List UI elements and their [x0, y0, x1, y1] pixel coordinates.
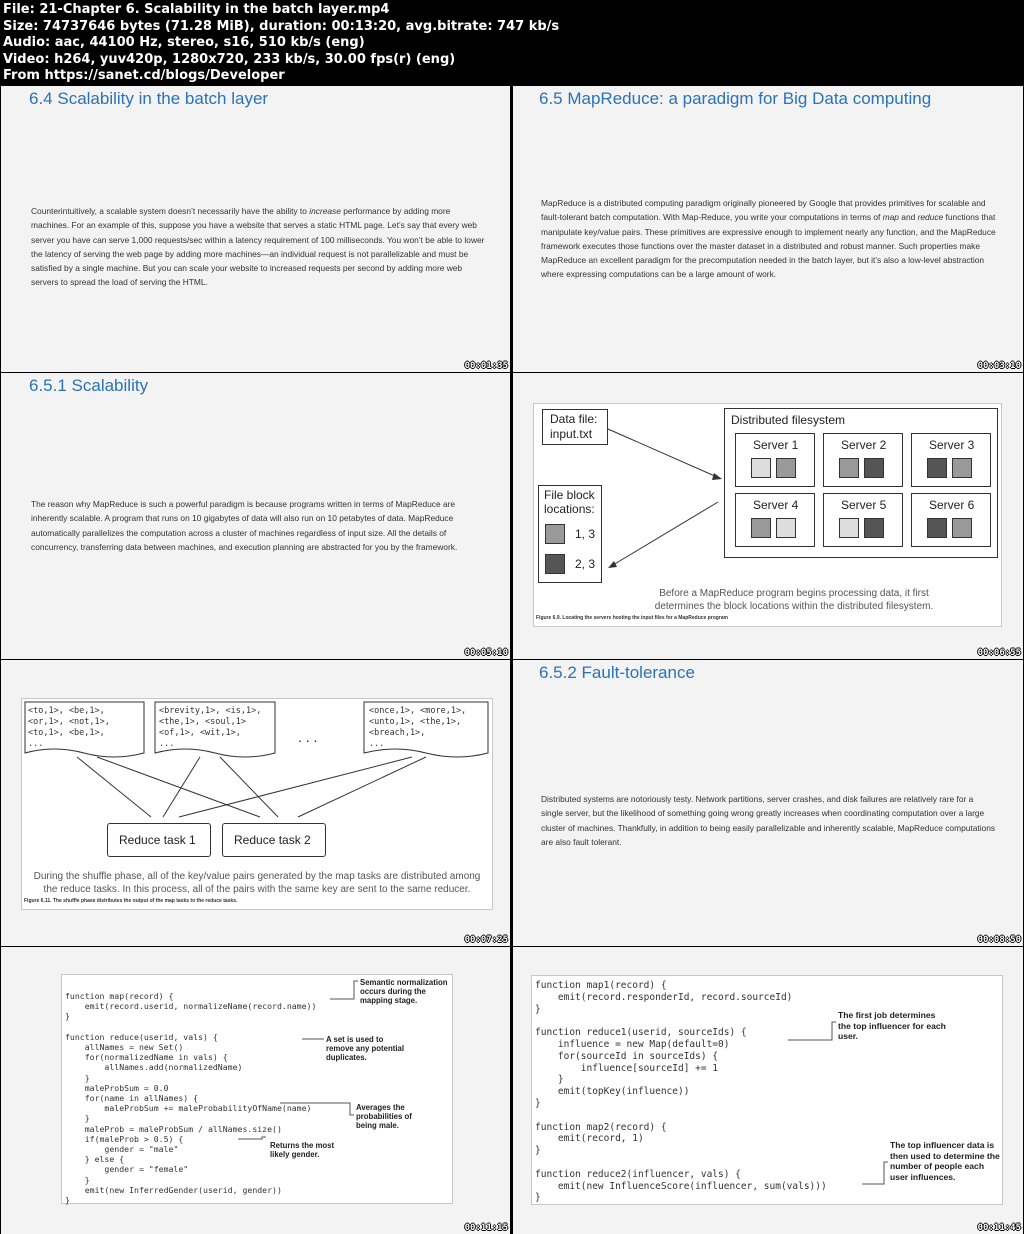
- block-swatch: [751, 518, 771, 538]
- slide-paragraph: Counterintuitively, a scalable system doesn’t necessarily have the ability to increase performance by adding more machines. For an example of this, suppose you have a website that serves a static HTML page. Let’s say that every web server you have can serve 1,000 requests/sec within a latency requirement of 100 milliseconds. You won’t be able to lower the latency of serving the web page by adding more machines—an individual request is not parallelizable and must be satisfied by a single machine. But you can scale your website to increased requests per second by adding more web servers to spread the load of serving the HTML.: [31, 206, 485, 288]
- thumbnail-frame-6: [513, 660, 1023, 946]
- audio-line: Audio: aac, 44100 Hz, stereo, s16, 510 kb/s (eng): [3, 35, 365, 50]
- server-5-box: Server 5: [823, 493, 903, 547]
- slide-title: 6.5.1 Scalability: [29, 376, 149, 395]
- timestamp: 00:11:15: [464, 1223, 508, 1233]
- block-swatch: [864, 458, 884, 478]
- figure-label: Figure 6.9. Locating the servers hosting the input files for a MapReduce program: [536, 615, 728, 621]
- slide-title: 6.5 MapReduce: a paradigm for Big Data computing: [539, 89, 932, 108]
- reduce-task-1: Reduce task 1: [107, 823, 211, 857]
- timestamp: 00:07:25: [464, 935, 508, 945]
- figure-caption: During the shuffle phase, all of the key/value pairs generated by the map tasks are distributed among the reduce tasks. In this process, all of the pairs with the same key are sent to the same reducer.: [33, 871, 481, 895]
- timestamp: 00:08:50: [977, 935, 1021, 945]
- block-swatch: [839, 518, 859, 538]
- thumbnail-frame-1: [1, 86, 510, 372]
- figure-caption: Before a MapReduce program begins processing data, it first determines the block locations within the distributed filesystem.: [654, 588, 934, 612]
- callout-note: The first job determines the top influencer for each user.: [838, 1010, 946, 1041]
- video-line: Video: h264, yuv420p, 1280x720, 233 kb/s, 30.00 fps(r) (eng): [3, 51, 456, 67]
- map-output-1: <to,1>, <be,1>, <or,1>, <not,1>, <to,1>, <be,1>, ...: [28, 706, 110, 749]
- block-2-3-swatch: [545, 554, 565, 574]
- slide-title: 6.4 Scalability in the batch layer: [29, 89, 269, 108]
- block-swatch: [776, 458, 796, 478]
- thumbnail-frame-3: [1, 373, 510, 659]
- map-output-3: <once,1>, <more,1>, <unto,1>, <the,1>, <breach,1>, ...: [369, 706, 467, 749]
- slide-paragraph: The reason why MapReduce is such a powerful paradigm is because programs written in terms of MapReduce are inherently scalable. A program that runs on 10 gigabytes of data will also run on 10 petabytes of data. MapReduce automatically parallelizes the computation across a cluster of machines regardless of input size. All the details of concurrency, transferring data between machines, and execution planning are abstracted for you by the framework.: [31, 499, 458, 552]
- code-listing: function map(record) { emit(record.userid, normalizeName(record.name)) } function reduce(userid, vals) { allNames = new Set() for(normalizedName in vals) { allNames.add(normalizedName) } maleProbSum = 0.0 for(name in allNames) { maleProbSum += maleProbabilityOfName(name) } maleProb = maleProbSum / allNames.size() if(maleProb > 0.5) { gender = "male" } else { gender = "female" } emit(new InferredGender(userid, gender)) }: [65, 991, 317, 1206]
- callout-note: Averages the probabilities of being male.: [356, 1103, 412, 1130]
- figure-panel: [21, 698, 493, 910]
- server-6-box: Server 6: [911, 493, 991, 547]
- server-3-box: Server 3: [911, 433, 991, 487]
- code-listing-panel: [531, 975, 1003, 1205]
- server-2-box: Server 2: [823, 433, 903, 487]
- thumbnail-frame-2: [513, 86, 1023, 372]
- ellipsis: . . .: [298, 729, 318, 745]
- block-swatch: [864, 518, 884, 538]
- dfs-label: Distributed filesystem: [731, 413, 846, 427]
- thumbnail-frame-8: [513, 947, 1023, 1234]
- slide-paragraph: Distributed systems are notoriously testy. Network partitions, server crashes, and disk failures are relatively rare for a single server, but the likelihood of something going wrong greatly increases when coordinating computation over a large cluster of machines. Thankfully, in addition to being easily parallelizable and inherently scalable, MapReduce computations are also fault tolerant.: [541, 794, 996, 847]
- block-swatch: [952, 518, 972, 538]
- code-listing-panel: [61, 974, 453, 1204]
- thumbnail-frame-4: [513, 373, 1023, 659]
- source-line: From https://sanet.cd/blogs/Developer: [3, 68, 285, 83]
- callout-note: The top influencer data is then used to determine the number of people each user influences.: [890, 1140, 1000, 1182]
- timestamp: 00:05:10: [464, 648, 508, 658]
- reduce-task-2: Reduce task 2: [222, 823, 326, 857]
- block-swatch: [927, 518, 947, 538]
- block-swatch: [839, 458, 859, 478]
- block-swatch: [927, 458, 947, 478]
- code-listing: function map1(record) { emit(record.responderId, record.sourceId) } function reduce1(userid, sourceIds) { influence = new Map(default=0) for(sourceId in sourceIds) { influence[sourceId] += 1 } emit(topKey(influence)) } function map2(record) { emit(record, 1) } function reduce2(influencer, vals) { emit(new InfluenceScore(influencer, sum(vals))) }: [535, 980, 827, 1204]
- timestamp: 00:01:35: [464, 361, 508, 371]
- server-4-box: Server 4: [735, 493, 815, 547]
- block-swatch: [751, 458, 771, 478]
- timestamp: 00:06:55: [977, 648, 1021, 658]
- slide-paragraph: MapReduce is a distributed computing paradigm originally pioneered by Google that provides primitives for scalable and fault-tolerant batch computation. With Map-Reduce, you write your computations in terms of map and reduce functions that manipulate key/value pairs. These primitives are expressive enough to implement nearly any function, and the MapReduce framework executes those functions over the master dataset in a distributed and robust manner. Such properties make MapReduce an excellent paradigm for the precomputation needed in the batch layer, but it’s also a low-level abstraction where expressing computations can be a large amount of work.: [541, 198, 996, 280]
- thumbnail-frame-7: [1, 947, 510, 1234]
- file-line: File: 21-Chapter 6. Scalability in the batch layer.mp4: [3, 2, 390, 17]
- callout-note: A set is used to remove any potential duplicates.: [326, 1035, 404, 1062]
- timestamp: 00:03:10: [977, 361, 1021, 371]
- video-info-header: [0, 0, 1024, 86]
- callout-lines: [62, 975, 452, 1206]
- size-line: Size: 74737646 bytes (71.28 MiB), duration: 00:13:20, avg.bitrate: 747 kb/s: [3, 18, 560, 34]
- server-1-box: Server 1: [735, 433, 815, 487]
- slide-title: 6.5.2 Fault-tolerance: [539, 663, 695, 682]
- block-1-3-swatch: [545, 524, 565, 544]
- block-swatch: [776, 518, 796, 538]
- timestamp: 00:11:45: [977, 1223, 1021, 1233]
- callout-note: Semantic normalization occurs during the mapping stage.: [360, 978, 448, 1005]
- thumbnail-frame-5: [1, 660, 510, 946]
- data-file-box: Data file: input.txt: [542, 409, 608, 445]
- block-swatch: [952, 458, 972, 478]
- figure-label: Figure 6.11. The shuffle phase distributes the output of the map tasks to the reduce tasks.: [24, 898, 238, 904]
- map-output-2: <brevity,1>, <is,1>, <the,1>, <soul,1> <of,1>, <wit,1>, ...: [159, 706, 262, 749]
- callout-note: Returns the most likely gender.: [270, 1141, 335, 1159]
- file-block-locations-box: File block locations: 1, 3 2, 3: [538, 485, 602, 583]
